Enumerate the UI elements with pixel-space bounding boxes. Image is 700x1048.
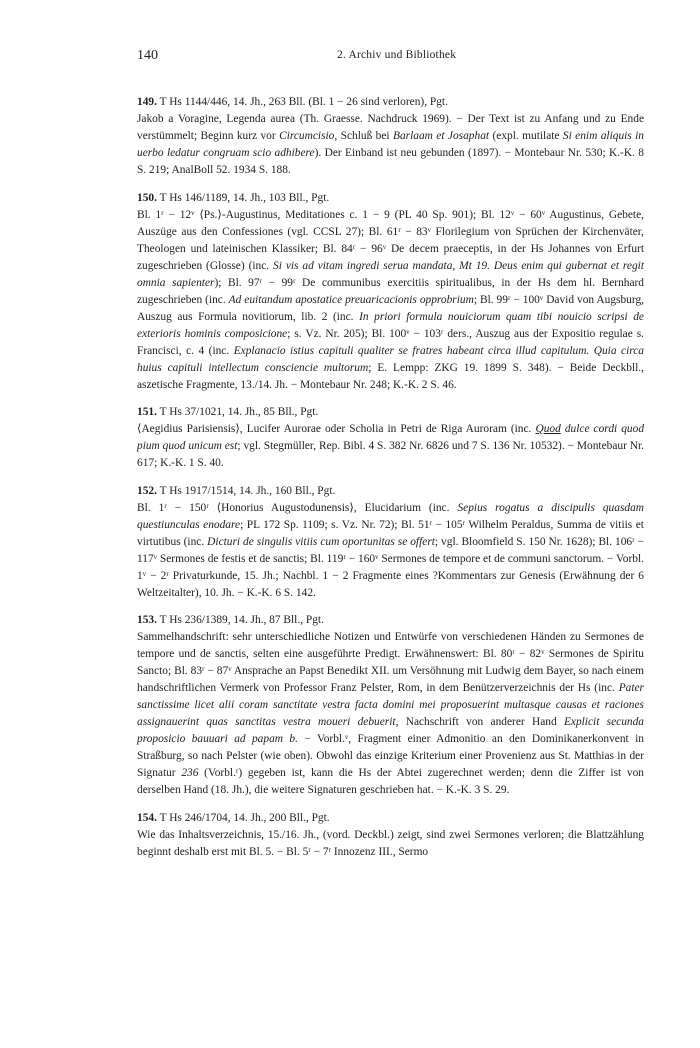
entry-text: Sammelhandschrift: sehr unterschiedliche Notizen und Entwürfe von verschiedenen Händen zu Sermones de tempore und de sanctis, selten eine ausgeführte Predigt. Erwähnenswert: Bl. 80ʳ − 82ᵛ Sermones de Spiritu Sancto; Bl. 83ʳ − 87ᵛ Ansprache an Papst Benedikt XII. um Versöhnung mit Ludwig dem Bayer, so nach einem handschriftlichen Vermerk von Professor Franz Pelster, Rom, in dem Benützerverzeichnis der Hs (inc. <box>137 631 644 694</box>
entry-body <box>137 827 644 861</box>
entry-body <box>137 207 644 394</box>
entry-text: − Vorbl.ᵛ, Fragment einer Admonitio an den Dominikanerkonvent in Straßburg, so nach Pelster (wie oben). Obwohl das einzige Kriterium einer Provenienz aus St. Matthias in der Signatur <box>137 733 644 779</box>
catalog-entry <box>137 483 644 602</box>
entry-text: ⟨Aegidius Parisiensis⟩, Lucifer Aurorae oder Scholia in Petri de Riga Auroram (inc. <box>137 423 536 435</box>
italic-citation: Circumcisio <box>279 130 335 142</box>
entry-number: 154. <box>137 811 157 824</box>
entry-text: Bl. 1ʳ − 12ᵛ ⟨Ps.⟩-Augustinus, Meditationes c. 1 − 9 (PL 40 Sp. 901); Bl. 12ᵛ − 60ᵛ Augustinus, Gebete, Auszüge aus den Confessiones (vgl. CCSL 27); Bl. 61ʳ − 83ᵛ Florilegium von Sprüchen der Kirchenväter, Theologen und lateinischen Klassiker; Bl. 84ʳ − 96ᵛ De decem praeceptis, in der Hs Johannes von Erfurt zugeschrieben (Glosse) (inc. <box>137 208 644 272</box>
entry-heading <box>137 612 644 629</box>
catalog-entry <box>137 404 644 472</box>
entry-text: ; PL 172 Sp. 1109; s. Vz. Nr. 72); Bl. 51ʳ − 105ʳ Wilhelm Peraldus, Summa de vitiis et virtutibus (inc. <box>137 518 644 548</box>
entry-heading <box>137 483 644 500</box>
italic-citation: Dicturi de singulis vitiis cum oportunitas se offert <box>207 535 435 548</box>
entry-text: ). Der Einband ist neu gebunden (1897). − Montebaur Nr. 530; K.-K. 8 S. 219; AnalBoll 52. 1934 S. 188. <box>137 147 644 176</box>
running-title: 2. Archiv und Bibliothek <box>337 49 457 61</box>
entry-shelfmark: T Hs 246/1704, 14. Jh., 200 Bll., Pgt. <box>159 811 330 824</box>
catalog-entry <box>137 190 644 394</box>
italic-citation: Pater sanctissime licet alii coram sanctitate vestra facta domini mei proposuerint multasque causas et raciones assignauerint quas sanctitas vestra moueri debuerit <box>137 682 644 728</box>
catalog-entry <box>137 810 644 861</box>
entry-number: 150. <box>137 191 157 204</box>
italic-citation: Sepius rogatus a discipulis quasdam questiunculas enodare <box>137 501 644 531</box>
entry-body <box>137 421 644 472</box>
entry-heading <box>137 190 644 207</box>
entry-text: Jakob a Voragine, Legenda aurea (Th. Graesse. Nachdruck 1969). − Der Text ist zu Anfang und zu Ende verstümmelt; Beginn kurz vor <box>137 113 644 142</box>
entry-text: (Vorbl.ʳ) gegeben ist, kann die Hs der Abtei zugerechnet werden; denn die Ziffer ist von derselben Hand (18. Jh.), die weitere Signaturen geschrieben hat. − K.-K. 3 S. 29. <box>137 767 644 796</box>
entry-text: ; Bl. 99ʳ − 100ᵛ David von Augsburg, Auszug aus Formula novitiorum, lib. 2 (inc. <box>137 293 644 323</box>
entries <box>137 94 644 861</box>
entry-heading <box>137 94 644 111</box>
entry-number: 151. <box>137 406 157 418</box>
entry-text: ; vgl. Bloomfield S. 150 Nr. 1628); Bl. 106ʳ − 117ᵛ Sermones de festis et de sanctis; Bl. 119ʳ − 160ᵛ Sermones de tempore et de communi sanctorum. − Vorbl. 1ᵛ − 2ʳ Privaturkunde, 15. Jh.; Nachbl. 1 − 2 Fragmente eines ?Kommentars zur Genesis (Erwähnung der 6 Weltzeitalter), 10. Jh. − K.-K. 6 S. 142. <box>137 535 644 599</box>
entry-text: (expl. mutilate <box>489 130 563 142</box>
entry-text: ; s. Vz. Nr. 205); Bl. 100ᵛ − 103ʳ ders., Auszug aus der Expositio regulae s. Francisci, c. 4 (inc. <box>137 327 644 357</box>
entry-number: 149. <box>137 96 157 108</box>
entry-body <box>137 111 644 179</box>
entry-text: Wie das Inhaltsverzeichnis, 15./16. Jh., (vord. Deckbl.) zeigt, sind zwei Sermones verloren; die Blattzählung beginnt deshalb erst mit Bl. 5. − Bl. 5ʳ − 7ʳ Innozenz III., Sermo <box>137 828 644 858</box>
entry-heading <box>137 810 644 827</box>
entry-shelfmark: T Hs 146/1189, 14. Jh., 103 Bll., Pgt. <box>159 191 330 204</box>
entry-shelfmark: T Hs 236/1389, 14. Jh., 87 Bll., Pgt. <box>159 614 324 626</box>
catalog-entry <box>137 612 644 799</box>
italic-citation: 236 <box>181 767 199 779</box>
entry-text: ; E. Lempp: ZKG 19. 1899 S. 348). − Beide Deckbll., aszetische Fragmente, 13./14. Jh. − Montebaur Nr. 248; K.-K. 2 S. 46. <box>137 361 644 391</box>
catalog-entry <box>137 94 644 179</box>
italic-citation: Ad euitandum apostatice preuaricacionis opprobrium <box>228 293 474 306</box>
entry-heading <box>137 404 644 421</box>
running-head <box>137 48 644 68</box>
entry-text: Bl. 1ʳ − 150ʳ ⟨Honorius Augustodunensis⟩, Elucidarium (inc. <box>137 501 458 514</box>
page-number: 140 <box>137 48 158 63</box>
italic-citation: Barlaam et Josaphat <box>393 130 490 142</box>
entry-number: 153. <box>137 614 157 626</box>
entry-text: ; vgl. Stegmüller, Rep. Bibl. 4 S. 382 Nr. 6826 und 7 S. 136 Nr. 10532). − Montebaur Nr. 617; K.-K. 1 S. 40. <box>137 440 644 469</box>
entry-body <box>137 629 644 799</box>
entry-shelfmark: T Hs 1144/446, 14. Jh., 263 Bll. (Bl. 1 − 26 sind verloren), Pgt. <box>159 96 448 108</box>
entry-body <box>137 500 644 602</box>
entry-shelfmark: T Hs 37/1021, 14. Jh., 85 Bll., Pgt. <box>159 406 319 418</box>
italic-citation: Si vis ad vitam ingredi serua mandata, Mt 19. Deus enim qui gubernat et regit omnia sapienter <box>137 259 644 289</box>
entry-text: , Nachschrift von anderer Hand <box>395 716 564 728</box>
italic-citation: Si enim aliquis in uerbo ledatur congruam scio adhibere <box>137 130 645 159</box>
entry-text: , Schluß bei <box>334 130 394 142</box>
italic-citation: dulce cordi quod pium quod unicum est <box>137 423 645 452</box>
italic-citation: Quod <box>535 423 561 435</box>
italic-citation: Explicit secunda proposicio bauuari ad papam b. <box>137 716 644 745</box>
italic-citation: In priori formula nouiciorum quam tibi nouicio scripsi de exterioris hominis composicione <box>137 310 644 340</box>
entry-shelfmark: T Hs 1917/1514, 14. Jh., 160 Bll., Pgt. <box>159 484 336 497</box>
entry-number: 152. <box>137 484 157 497</box>
entry-text: ); Bl. 97ʳ − 99ʳ De communibus exercitiis spiritualibus, in der Hs dem hl. Bernhard zugeschrieben (inc. <box>137 276 645 306</box>
italic-citation: Explanacio istius capituli qualiter se fratres habeant circa illud capitulum. Quia circa huius capituli intellectum consciencie multorum <box>137 344 644 374</box>
